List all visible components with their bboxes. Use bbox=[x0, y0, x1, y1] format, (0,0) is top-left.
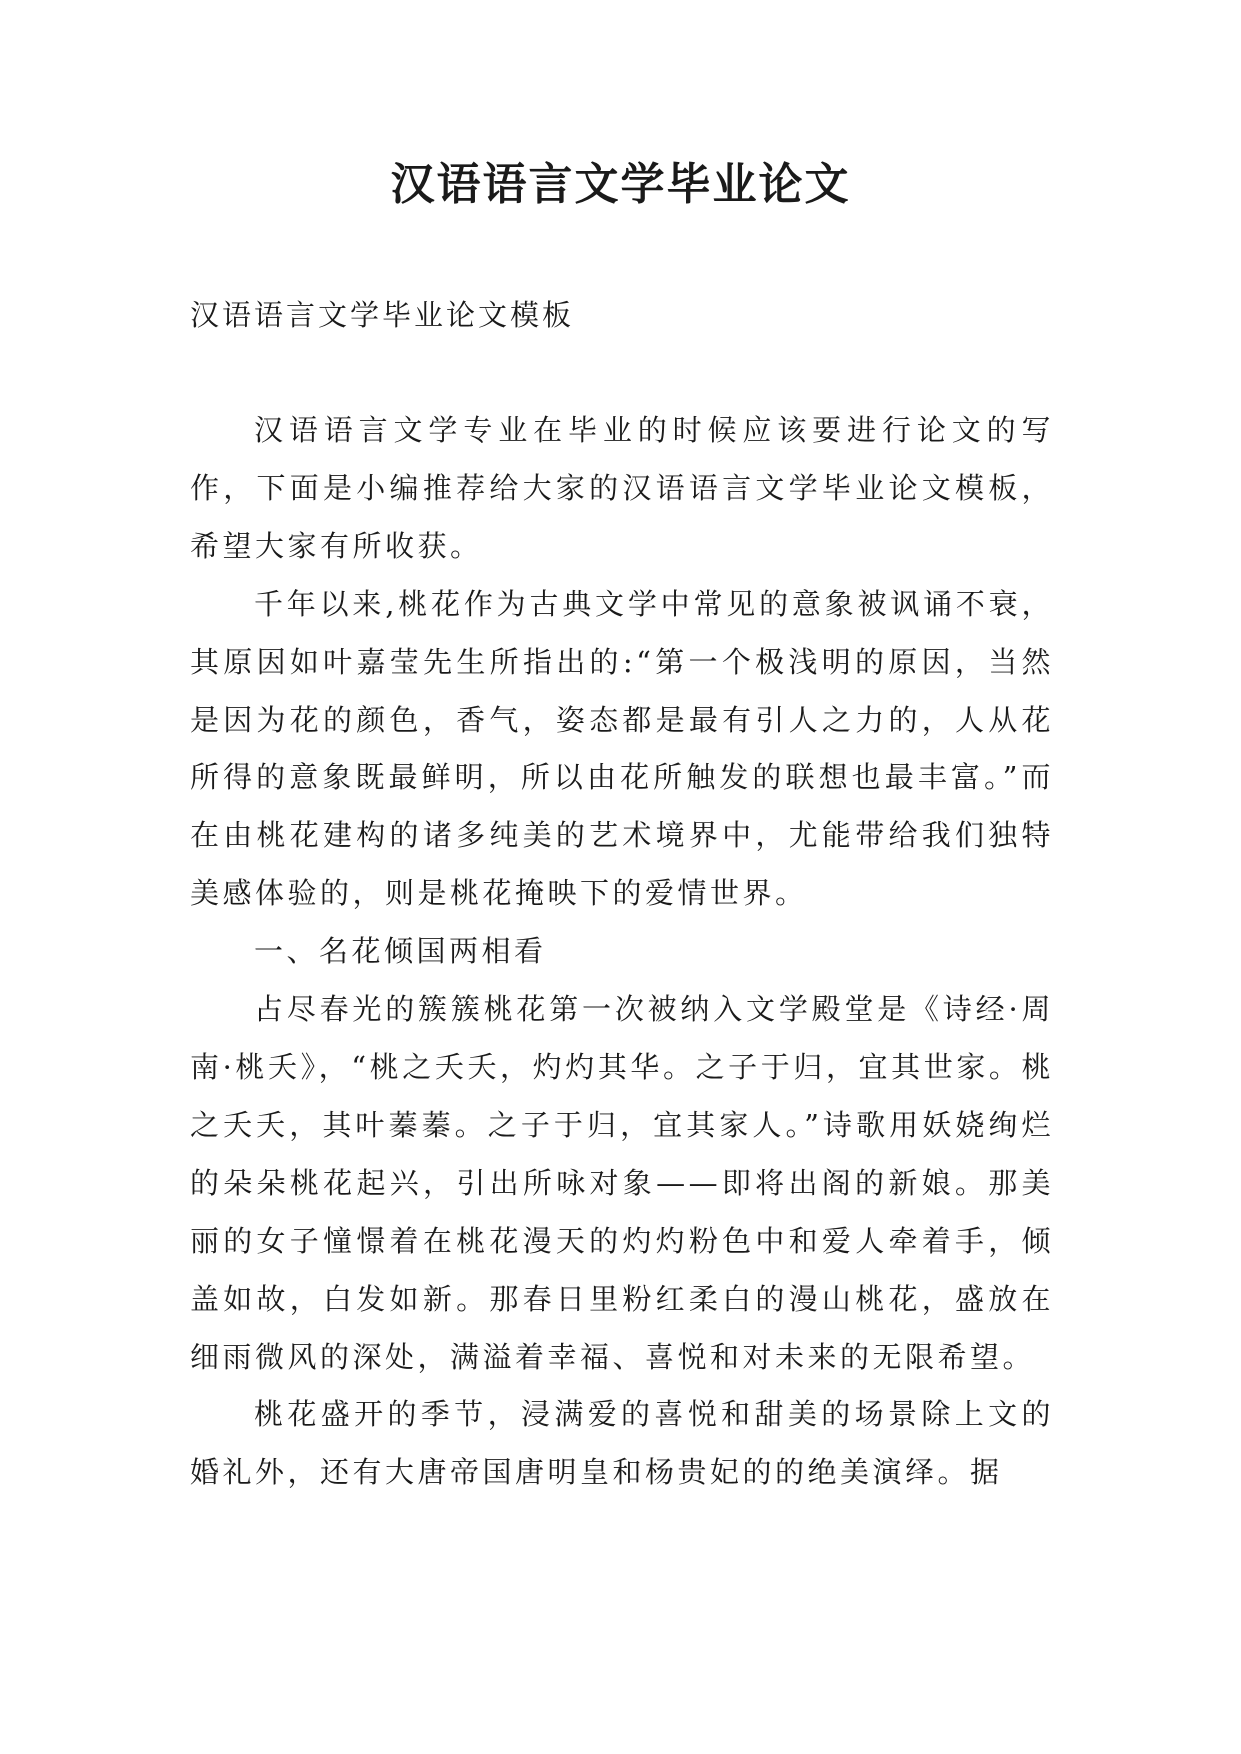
paragraph-tang-emperor: 桃花盛开的季节，浸满爱的喜悦和甜美的场景除上文的婚礼外，还有大唐帝国唐明皇和杨贵妃的的绝美演绎。据 bbox=[190, 1397, 1054, 1490]
paragraph-shijing-taoyao: 占尽春光的簇簇桃花第一次被纳入文学殿堂是《诗经·周南·桃夭》，“桃之夭夭，灼灼其华。之子于归，宜其世家。桃之夭夭，其叶蓁蓁。之子于归，宜其家人。”诗歌用妖娆绚烂的朵朵桃花起兴，引出所咏对象——即将出阁的新娘。那美丽的女子憧憬着在桃花漫天的灼灼粉色中和爱人牵着手，倾盖如故，白发如新。那春日里粉红柔白的漫山桃花，盛放在 细雨微风的深处，满溢着幸福、喜悦和对未来的无限希望。 bbox=[190, 992, 1054, 1374]
document-body bbox=[190, 402, 1054, 1502]
section-heading: 一、名花倾国两相看 bbox=[254, 934, 547, 969]
paragraph-peach-blossom-imagery: 千年以来,桃花作为古典文学中常见的意象被讽诵不衰，其原因如叶嘉莹先生所指出的:“第一个极浅明的原因，当然是因为花的颜色，香气，姿态都是最有引人之力的，人从花所得的意象既最鲜明，所以由花所触发的联想也最丰富。”而在由桃花建构的诸多纯美的艺术境界中，尤能带给我们独特美感体验的，则是桃花掩映下的爱情世界。 bbox=[190, 586, 1054, 911]
paragraph-intro: 汉语语言文学专业在毕业的时候应该要进行论文的写作，下面是小编推荐给大家的汉语语言文学毕业论文模板，希望大家有所收获。 bbox=[190, 413, 1054, 563]
document-title: 汉语语言文学毕业论文 bbox=[390, 159, 851, 210]
document-subtitle: 汉语语言文学毕业论文模板 bbox=[190, 298, 575, 332]
